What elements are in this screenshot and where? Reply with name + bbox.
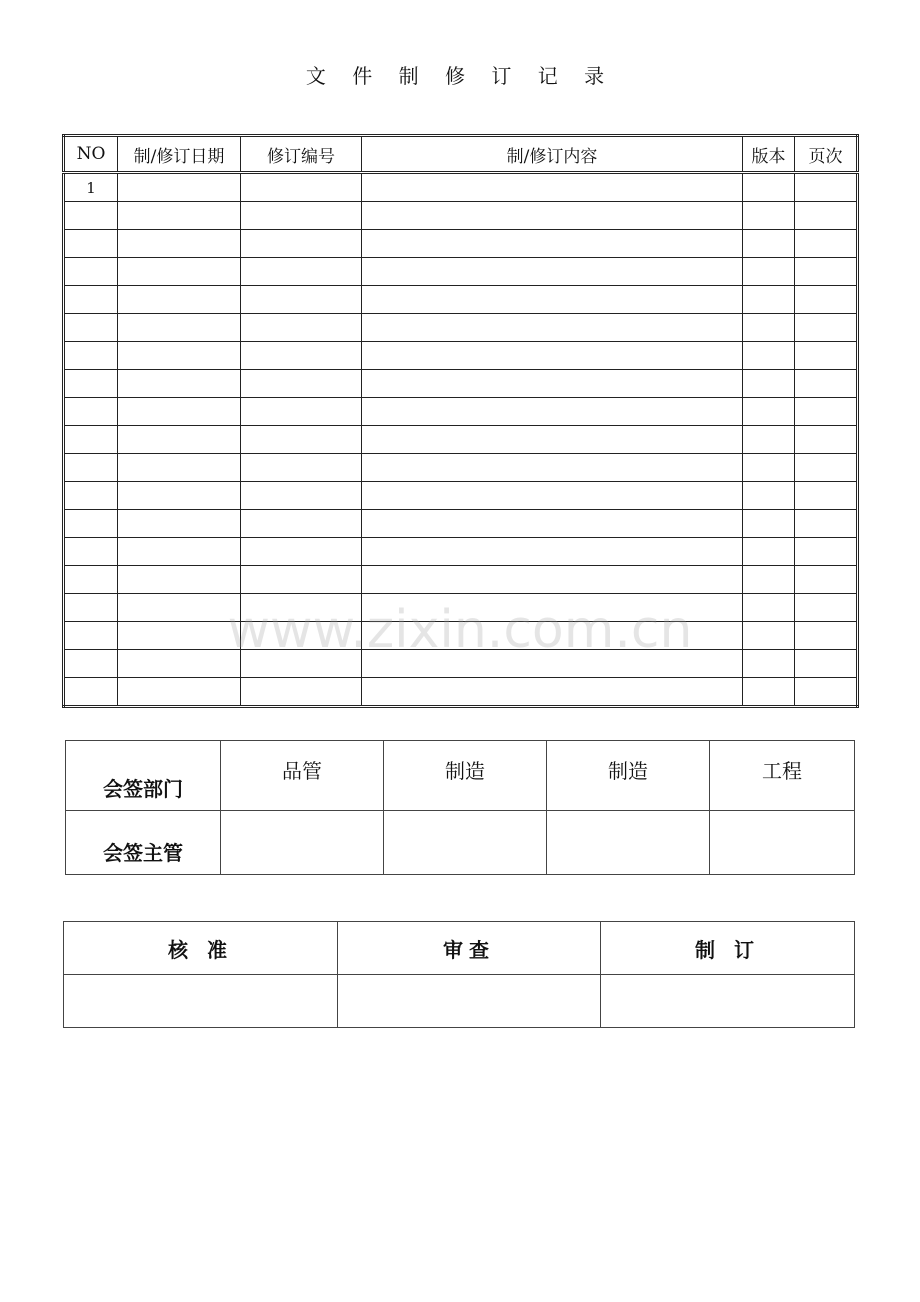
signoff-dept-label: 会签部门 <box>66 741 221 811</box>
row-number-cell[interactable] <box>241 678 362 707</box>
row-version-cell[interactable] <box>743 173 795 202</box>
row-no-cell[interactable] <box>64 230 118 258</box>
row-content-cell[interactable] <box>362 286 743 314</box>
row-number-cell[interactable] <box>241 538 362 566</box>
row-no-cell[interactable] <box>64 342 118 370</box>
table-row <box>64 454 858 482</box>
watermark-text: www.zixin.com.cn <box>227 600 693 660</box>
row-number-cell[interactable] <box>241 426 362 454</box>
row-no-cell[interactable] <box>64 426 118 454</box>
table-row <box>64 678 858 707</box>
row-version-cell[interactable] <box>743 482 795 510</box>
header-revision-date: 制/修订日期 <box>118 136 241 173</box>
row-version-cell[interactable] <box>743 286 795 314</box>
row-pages-cell[interactable] <box>795 258 858 286</box>
approval-header-prepare: 制 订 <box>601 922 855 975</box>
row-number-cell[interactable] <box>241 314 362 342</box>
row-content-cell[interactable] <box>362 258 743 286</box>
row-content-cell[interactable] <box>362 230 743 258</box>
signoff-supervisor-label: 会签主管 <box>66 811 221 875</box>
table-row <box>64 510 858 538</box>
row-no-cell[interactable] <box>64 202 118 230</box>
row-pages-cell[interactable] <box>795 482 858 510</box>
row-content-cell[interactable] <box>362 342 743 370</box>
signoff-dept-manufacturing-1: 制造 <box>384 741 547 811</box>
table-row <box>64 230 858 258</box>
row-version-cell[interactable] <box>743 230 795 258</box>
row-content-cell[interactable] <box>362 594 743 622</box>
row-no-cell[interactable] <box>64 650 118 678</box>
signoff-table <box>65 740 855 875</box>
row-date-cell[interactable] <box>118 314 241 342</box>
row-content-cell[interactable] <box>362 454 743 482</box>
row-number-cell[interactable] <box>241 510 362 538</box>
header-pages: 页次 <box>795 136 858 173</box>
row-date-cell[interactable] <box>118 370 241 398</box>
row-pages-cell[interactable] <box>795 202 858 230</box>
row-number-cell[interactable] <box>241 650 362 678</box>
row-no-cell[interactable]: 1 <box>64 173 118 202</box>
approval-header-row <box>64 922 855 975</box>
row-number-cell[interactable] <box>241 342 362 370</box>
table-row <box>64 622 858 650</box>
approval-header-review: 审查 <box>338 922 601 975</box>
prepare-sign-cell[interactable] <box>601 975 855 1028</box>
row-pages-cell[interactable] <box>795 510 858 538</box>
signoff-cell[interactable] <box>710 811 855 875</box>
row-date-cell[interactable] <box>118 398 241 426</box>
row-no-cell[interactable] <box>64 258 118 286</box>
approval-sign-row <box>64 975 855 1028</box>
row-pages-cell[interactable] <box>795 566 858 594</box>
signoff-dept-row <box>66 741 855 811</box>
signoff-dept-quality: 品管 <box>221 741 384 811</box>
table-row <box>64 398 858 426</box>
row-version-cell[interactable] <box>743 258 795 286</box>
row-date-cell[interactable] <box>118 510 241 538</box>
row-pages-cell[interactable] <box>795 678 858 707</box>
row-no-cell[interactable] <box>64 538 118 566</box>
row-no-cell[interactable] <box>64 510 118 538</box>
row-pages-cell[interactable] <box>795 594 858 622</box>
row-content-cell[interactable] <box>362 538 743 566</box>
row-no-cell[interactable] <box>64 566 118 594</box>
row-number-cell[interactable] <box>241 230 362 258</box>
row-number-cell[interactable] <box>241 173 362 202</box>
row-date-cell[interactable] <box>118 650 241 678</box>
table-row <box>64 370 858 398</box>
row-version-cell[interactable] <box>743 622 795 650</box>
row-date-cell[interactable] <box>118 594 241 622</box>
signoff-cell[interactable] <box>384 811 547 875</box>
row-version-cell[interactable] <box>743 566 795 594</box>
row-content-cell[interactable] <box>362 622 743 650</box>
row-no-cell[interactable] <box>64 594 118 622</box>
signoff-dept-manufacturing-2: 制造 <box>547 741 710 811</box>
row-no-cell[interactable] <box>64 482 118 510</box>
row-pages-cell[interactable] <box>795 538 858 566</box>
row-date-cell[interactable] <box>118 538 241 566</box>
row-version-cell[interactable] <box>743 510 795 538</box>
row-no-cell[interactable] <box>64 314 118 342</box>
row-number-cell[interactable] <box>241 566 362 594</box>
row-number-cell[interactable] <box>241 202 362 230</box>
row-content-cell[interactable] <box>362 370 743 398</box>
row-number-cell[interactable] <box>241 258 362 286</box>
row-pages-cell[interactable] <box>795 650 858 678</box>
row-version-cell[interactable] <box>743 370 795 398</box>
signoff-supervisor-row <box>66 811 855 875</box>
row-pages-cell[interactable] <box>795 622 858 650</box>
row-pages-cell[interactable] <box>795 173 858 202</box>
row-version-cell[interactable] <box>743 650 795 678</box>
row-pages-cell[interactable] <box>795 314 858 342</box>
row-date-cell[interactable] <box>118 202 241 230</box>
row-pages-cell[interactable] <box>795 370 858 398</box>
row-version-cell[interactable] <box>743 454 795 482</box>
row-date-cell[interactable] <box>118 258 241 286</box>
row-number-cell[interactable] <box>241 398 362 426</box>
table-row <box>64 286 858 314</box>
table-row <box>64 426 858 454</box>
row-content-cell[interactable] <box>362 566 743 594</box>
row-pages-cell[interactable] <box>795 454 858 482</box>
row-pages-cell[interactable] <box>795 230 858 258</box>
row-date-cell[interactable] <box>118 482 241 510</box>
row-no-cell[interactable] <box>64 678 118 707</box>
row-number-cell[interactable] <box>241 370 362 398</box>
row-no-cell[interactable] <box>64 398 118 426</box>
row-pages-cell[interactable] <box>795 398 858 426</box>
row-content-cell[interactable] <box>362 650 743 678</box>
row-date-cell[interactable] <box>118 678 241 707</box>
table-row <box>64 594 858 622</box>
table-row <box>64 538 858 566</box>
row-number-cell[interactable] <box>241 286 362 314</box>
row-content-cell[interactable] <box>362 482 743 510</box>
row-no-cell[interactable] <box>64 286 118 314</box>
row-content-cell[interactable] <box>362 678 743 707</box>
approval-table <box>63 921 855 1028</box>
row-version-cell[interactable] <box>743 594 795 622</box>
document-title: 文 件 制 修 订 记 录 <box>305 64 615 88</box>
table-row <box>64 342 858 370</box>
row-content-cell[interactable] <box>362 398 743 426</box>
row-date-cell[interactable] <box>118 454 241 482</box>
revision-rows <box>64 173 858 707</box>
row-content-cell[interactable] <box>362 173 743 202</box>
row-date-cell[interactable] <box>118 173 241 202</box>
row-version-cell[interactable] <box>743 538 795 566</box>
row-date-cell[interactable] <box>118 230 241 258</box>
row-version-cell[interactable] <box>743 678 795 707</box>
row-date-cell[interactable] <box>118 286 241 314</box>
row-version-cell[interactable] <box>743 426 795 454</box>
row-pages-cell[interactable] <box>795 342 858 370</box>
table-row <box>64 482 858 510</box>
row-version-cell[interactable] <box>743 314 795 342</box>
review-sign-cell[interactable] <box>338 975 601 1028</box>
row-no-cell[interactable] <box>64 454 118 482</box>
approval-header-approve: 核 准 <box>64 922 338 975</box>
row-content-cell[interactable] <box>362 314 743 342</box>
row-version-cell[interactable] <box>743 202 795 230</box>
row-date-cell[interactable] <box>118 342 241 370</box>
row-number-cell[interactable] <box>241 482 362 510</box>
table-row <box>64 173 858 202</box>
signoff-cell[interactable] <box>547 811 710 875</box>
row-content-cell[interactable] <box>362 202 743 230</box>
row-no-cell[interactable] <box>64 370 118 398</box>
row-pages-cell[interactable] <box>795 426 858 454</box>
row-version-cell[interactable] <box>743 342 795 370</box>
table-row <box>64 650 858 678</box>
approval-sign-cell[interactable] <box>64 975 338 1028</box>
row-date-cell[interactable] <box>118 622 241 650</box>
header-no: NO <box>64 136 118 173</box>
table-row <box>64 314 858 342</box>
header-version: 版本 <box>743 136 795 173</box>
row-content-cell[interactable] <box>362 426 743 454</box>
row-number-cell[interactable] <box>241 594 362 622</box>
row-version-cell[interactable] <box>743 398 795 426</box>
table-row <box>64 258 858 286</box>
signoff-dept-engineering: 工程 <box>710 741 855 811</box>
row-number-cell[interactable] <box>241 622 362 650</box>
signoff-cell[interactable] <box>221 811 384 875</box>
table-row <box>64 202 858 230</box>
row-date-cell[interactable] <box>118 566 241 594</box>
row-number-cell[interactable] <box>241 454 362 482</box>
header-revision-content: 制/修订内容 <box>362 136 743 173</box>
row-date-cell[interactable] <box>118 426 241 454</box>
revision-record-table <box>62 134 859 708</box>
header-revision-number: 修订编号 <box>241 136 362 173</box>
row-content-cell[interactable] <box>362 510 743 538</box>
row-no-cell[interactable] <box>64 622 118 650</box>
revision-header-row <box>64 136 858 173</box>
row-pages-cell[interactable] <box>795 286 858 314</box>
table-row <box>64 566 858 594</box>
